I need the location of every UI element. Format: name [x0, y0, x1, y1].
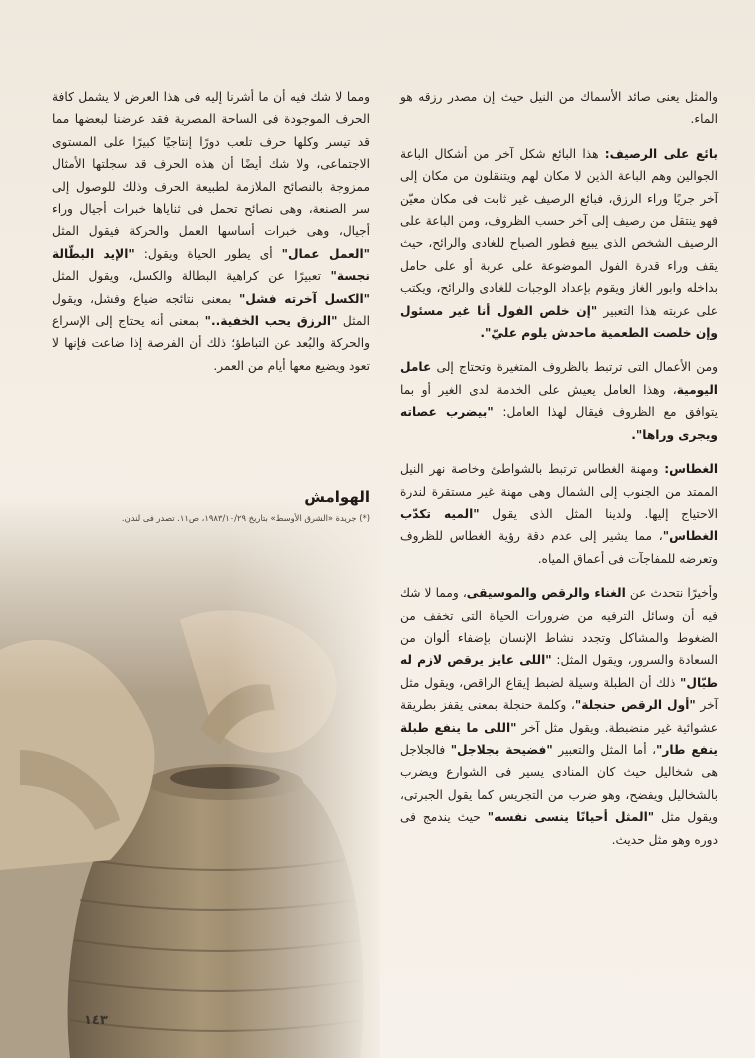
paragraph-fisherman: والمثل يعنى صائد الأسماك من النيل حيث إن مصدر رزقه هو الماء. [400, 90, 718, 127]
pottery-wheel-photo [0, 500, 380, 1058]
subheading-diver: الغطاس: [664, 462, 718, 477]
subheading-street-vendor: بائع على الرصيف: [604, 146, 718, 161]
paragraph-day-laborer: ومن الأعمال التى ترتبط بالظروف المتغيرة وتحتاج إلى عامل اليومية، وهذا العامل يعيش على الخدمة لدى الغير أو بما يتوافق مع الظروف فيقال لهذا العامل: "بيضرب عصاته ويجرى وراها". [400, 360, 719, 442]
page-number: ١٤٣ [84, 1013, 108, 1028]
footnote-text: (*) جريدة «الشرق الأوسط» بتاريخ ١٩٨٣/١٠/٢٩، ص١١. تصدر فى لندن. [121, 513, 370, 523]
footnotes-heading: الهوامش [304, 488, 370, 506]
paragraph-diver: الغطاس: ومهنة الغطاس ترتبط بالشواطئ وخاصة نهر النيل الممتد من الجنوب إلى الشمال وهى مهنة غير مستقرة لندرة الاحتياج إليها. ولدينا المثل الذى يقول "الميه تكدّب الغطاس"، مما يشير إلى عدم دقة رؤية الغطاس للظروف وتعرضه للمفاجآت فى أعماق المياه. [400, 462, 718, 566]
paragraph-street-vendor: بائع على الرصيف: هذا البائع شكل آخر من أشكال الباعة الجوالين وهم الباعة الذين لا مكان لهم ويتنقلون من مكان إلى آخر جريًا وراء الرزق، فبائع الرصيف غير ثابت فى مكان معيّن فهو ينتقل من رصيف إلى آخر حسب الظروف، ومن الباعة على الرصيف الشخص الذى يبيع فطور الصباح للغادى والرائح، حيث يقف وراء قدرة الفول الموضوعة على عربة أو على حامل بداخله وابور الغاز ويقوم بإعداد الوجبات للغادى والرائح، ويكتب على عربته هذا التعبير "إن خلص الفول أنا غير مسئول وإن خلصت الطعمية ماحدش يلوم عليّ". [400, 146, 718, 341]
paragraph-music-dance: وأخيرًا نتحدث عن الغناء والرقص والموسيقى، ومما لا شك فيه أن وسائل الترفيه من ضرورات الحياة التى تخفف من الضغوط والمشاكل وتجدد نشاط الإنسان بإضفاء ألوان من السعادة والسرور، ويقول المثل: "اللى عايز يرقص لازم له طبّال" ذلك أن الطبلة وسيلة لضبط إيقاع الراقص، ويقول مثل آخر "أول الرقص حنجلة"، وكلمة حنجلة بمعنى يقفز بطريقة عشوائية غير منضبطة. ويقول مثل آخر "اللى ما ينفع طبلة ينفع طار"، أما المثل والتعبير "فضيحة بجلاجل" فالجلاجل هى شخاليل حيث كان المنادى يسير فى الشوارع ويضرب بالشخاليل ويفضح، وهو ضرب من التجريس كما يقول الجبرتى، ويقول مثل "المثل أحيانًا ينسى نفسه" حيث يندمج فى دوره وهو مثل حديث. [400, 586, 719, 847]
paragraph-conclusion: ومما لا شك فيه أن ما أشرنا إليه فى هذا العرض لا يشمل كافة الحرف الموجودة فى الساحة المصرية فقد عرضنا لبعضها مما قد تيسر وكلها حرف تلعب دورًا إنتاجيًا كبيرًا على المستوى الاجتماعى، ولا شك أيضًا أن هذه الحرف قد سجلتها الأمثال ممزوجة بالنصائح الملازمة لطبيعة الحرف وذلك للوصول إلى سر الصنعة، وهى نصائح تحمل فى ثناياها خبرات أجيال وراء أجيال، وهى خبرات أساسها العمل والحركة فيقول المثل "العمل عمال" أى يطور الحياة ويقول: "الإيد البطّالة نجسة" تعبيرًا عن كراهية البطالة والكسل، ويقول المثل "الكسل آخرته فشل" بمعنى نتائجه ضياع وفشل، ويقول المثل "الرزق يحب الخفية.." بمعنى أنه يحتاج إلى الإسراع والحركة والبُعد عن التباطؤ؛ ذلك أن الفرصة إذا ضاعت فإنها لا تعود ويضيع معها أيام من العمر. [52, 90, 371, 373]
left-text-column [52, 86, 370, 389]
right-text-column [400, 86, 718, 863]
